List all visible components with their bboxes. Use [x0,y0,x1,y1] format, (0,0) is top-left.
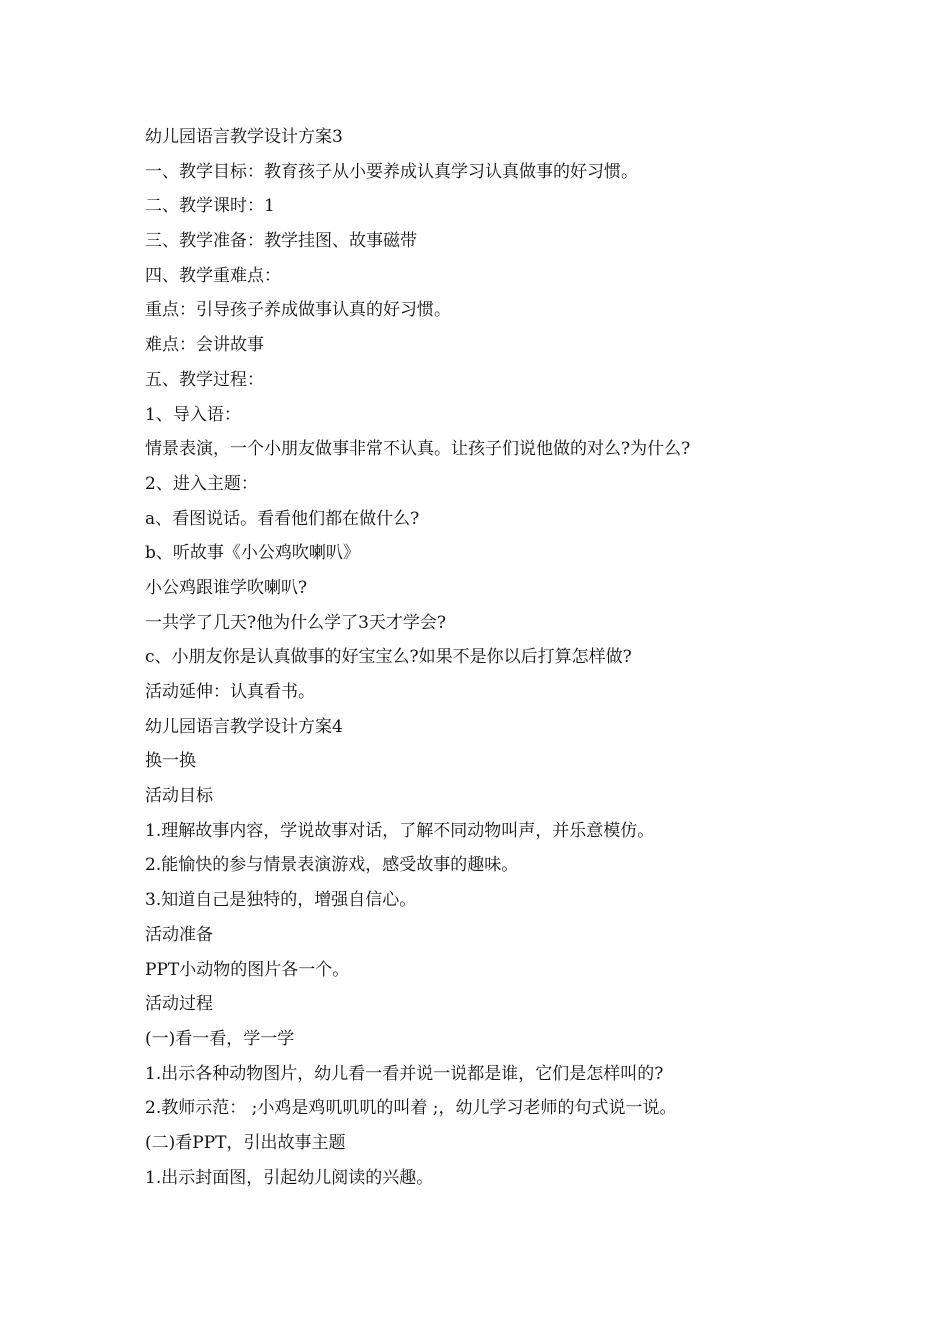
paragraph: 1.出示封面图，引起幼儿阅读的兴趣。 [145,1167,434,1188]
paragraph: (二)看PPT，引出故事主题 [145,1132,346,1153]
paragraph: 五、教学过程： [145,369,264,390]
paragraph: 活动目标 [145,786,213,807]
paragraph: 活动准备 [145,924,213,945]
paragraph: 2.教师示范： ;小鸡是鸡叽叽叽的叫着 ;，幼儿学习老师的句式说一说。 [145,1098,677,1119]
paragraph: 1、导入语： [145,404,241,425]
paragraph: 重点：引导孩子养成做事认真的好习惯。 [145,300,451,321]
paragraph: 一共学了几天?他为什么学了3天才学会? [145,612,447,633]
section-title: 幼儿园语言教学设计方案4 [145,716,343,737]
paragraph: 2、进入主题： [145,473,258,494]
paragraph: 2.能愉快的参与情景表演游戏，感受故事的趣味。 [145,855,519,876]
paragraph: 活动过程 [145,994,213,1015]
paragraph: 活动延伸：认真看书。 [145,682,315,702]
paragraph: b、听故事《小公鸡吹喇叭》 [145,543,360,564]
paragraph: 1.出示各种动物图片，幼儿看一看并说一说都是谁，它们是怎样叫的? [145,1063,664,1084]
paragraph: 3.知道自己是独特的，增强自信心。 [145,890,417,911]
paragraph: 换一换 [145,751,196,772]
section-title: 幼儿园语言教学设计方案3 [145,127,343,147]
paragraph: PPT小动物的图片各一个。 [145,959,350,980]
paragraph: 小公鸡跟谁学吹喇叭? [145,577,308,598]
paragraph: 一、教学目标：教育孩子从小要养成认真学习认真做事的好习惯。 [145,161,638,182]
paragraph: 情景表演，一个小朋友做事非常不认真。让孩子们说他做的对么?为什么? [145,439,691,460]
paragraph: 二、教学课时：1 [145,196,275,217]
paragraph: 1.理解故事内容，学说故事对话，了解不同动物叫声，并乐意模仿。 [145,820,655,841]
paragraph: 三、教学准备：教学挂图、故事磁带 [145,231,417,252]
paragraph: 难点：会讲故事 [145,335,264,356]
paragraph: (一)看一看，学一学 [145,1028,295,1049]
paragraph: a、看图说话。看看他们都在做什么? [145,508,420,529]
paragraph: c、小朋友你是认真做事的好宝宝么?如果不是你以后打算怎样做? [145,647,632,668]
document-body [145,120,825,1195]
paragraph: 四、教学重难点： [145,265,281,286]
